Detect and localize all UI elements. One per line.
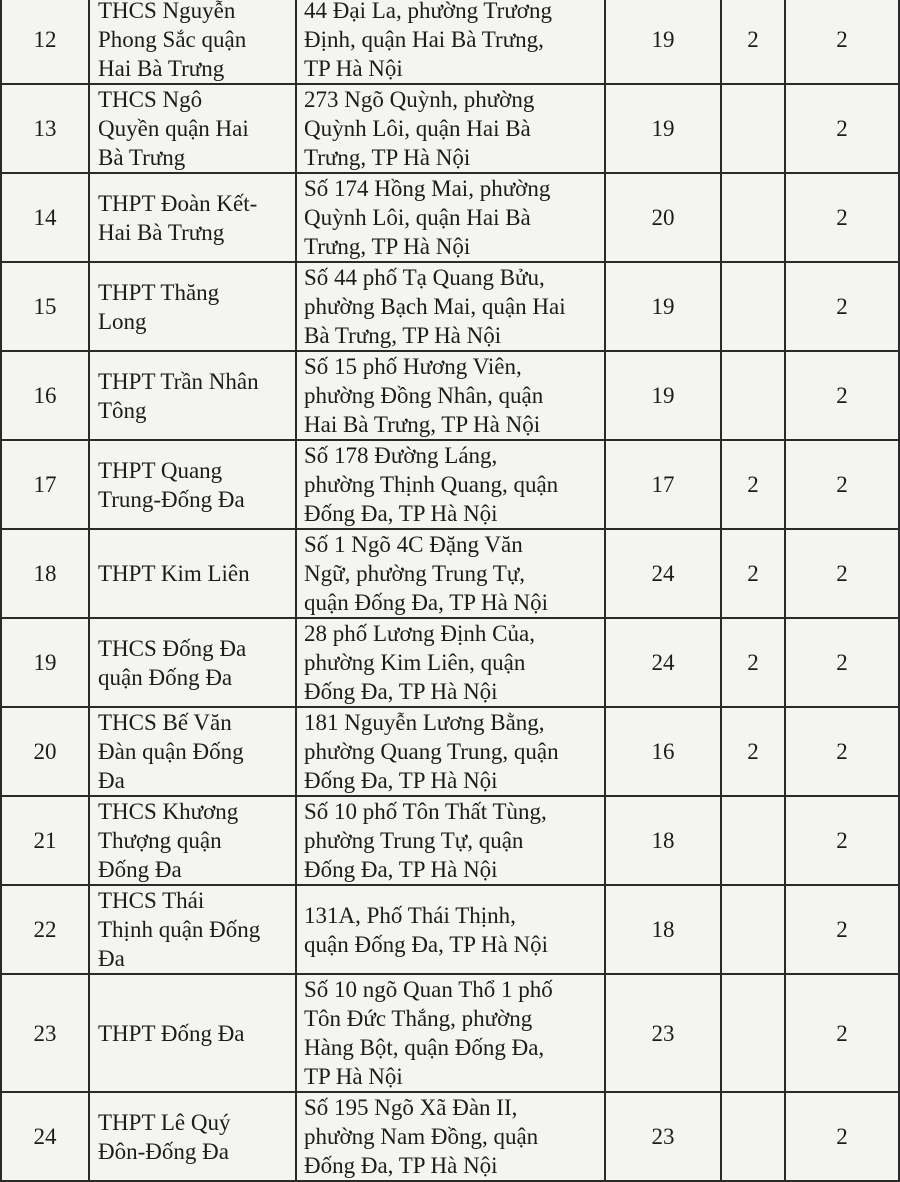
row-number: 21	[1, 796, 89, 885]
row-number: 19	[1, 618, 89, 707]
count-col-2: 2	[721, 0, 785, 84]
count-col-1: 20	[605, 173, 721, 262]
count-col-3: 2	[785, 707, 899, 796]
school-address: Số 44 phố Tạ Quang Bửu, phường Bạch Mai, quận Hai Bà Trưng, TP Hà Nội	[296, 262, 605, 351]
table-row	[1, 618, 899, 707]
count-col-1: 19	[605, 84, 721, 173]
row-number: 22	[1, 885, 89, 974]
table-row	[1, 351, 899, 440]
count-col-2: 2	[721, 618, 785, 707]
count-col-1: 19	[605, 351, 721, 440]
school-name: THPT Thăng Long	[89, 262, 296, 351]
school-name: THPT Trần Nhân Tông	[89, 351, 296, 440]
row-number: 16	[1, 351, 89, 440]
table-row	[1, 529, 899, 618]
school-address: Số 178 Đường Láng, phường Thịnh Quang, quận Đống Đa, TP Hà Nội	[296, 440, 605, 529]
count-col-3: 2	[785, 618, 899, 707]
school-address: Số 10 phố Tôn Thất Tùng, phường Trung Tự, quận Đống Đa, TP Hà Nội	[296, 796, 605, 885]
school-address: 131A, Phố Thái Thịnh, quận Đống Đa, TP Hà Nội	[296, 885, 605, 974]
row-number: 18	[1, 529, 89, 618]
table-row	[1, 173, 899, 262]
count-col-3: 2	[785, 84, 899, 173]
row-number: 24	[1, 1092, 89, 1181]
count-col-2	[721, 262, 785, 351]
school-name: THCS Ngô Quyền quận Hai Bà Trưng	[89, 84, 296, 173]
count-col-2	[721, 885, 785, 974]
school-address: Số 195 Ngõ Xã Đàn II, phường Nam Đồng, quận Đống Đa, TP Hà Nội	[296, 1092, 605, 1181]
school-address: 44 Đại La, phường Trương Định, quận Hai Bà Trưng, TP Hà Nội	[296, 0, 605, 84]
table-row	[1, 796, 899, 885]
row-number: 13	[1, 84, 89, 173]
count-col-2	[721, 796, 785, 885]
count-col-3: 2	[785, 974, 899, 1092]
school-address: 28 phố Lương Định Của, phường Kim Liên, quận Đống Đa, TP Hà Nội	[296, 618, 605, 707]
count-col-3: 2	[785, 885, 899, 974]
count-col-3: 2	[785, 351, 899, 440]
row-number: 12	[1, 0, 89, 84]
count-col-3: 2	[785, 440, 899, 529]
table-row	[1, 440, 899, 529]
count-col-1: 19	[605, 262, 721, 351]
row-number: 17	[1, 440, 89, 529]
school-name: THCS Bế Văn Đàn quận Đống Đa	[89, 707, 296, 796]
count-col-3: 2	[785, 0, 899, 84]
school-address: Số 10 ngõ Quan Thổ 1 phố Tôn Đức Thắng, phường Hàng Bột, quận Đống Đa, TP Hà Nội	[296, 974, 605, 1092]
school-address: Số 174 Hồng Mai, phường Quỳnh Lôi, quận Hai Bà Trưng, TP Hà Nội	[296, 173, 605, 262]
count-col-2	[721, 351, 785, 440]
count-col-1: 24	[605, 529, 721, 618]
count-col-3: 2	[785, 173, 899, 262]
count-col-2	[721, 974, 785, 1092]
count-col-1: 18	[605, 885, 721, 974]
school-name: THCS Đống Đa quận Đống Đa	[89, 618, 296, 707]
school-name: THCS Thái Thịnh quận Đống Đa	[89, 885, 296, 974]
row-number: 15	[1, 262, 89, 351]
school-address: 181 Nguyễn Lương Bằng, phường Quang Trung, quận Đống Đa, TP Hà Nội	[296, 707, 605, 796]
table-row	[1, 0, 899, 84]
count-col-1: 16	[605, 707, 721, 796]
school-name: THPT Quang Trung-Đống Đa	[89, 440, 296, 529]
table-row	[1, 707, 899, 796]
count-col-1: 23	[605, 1092, 721, 1181]
row-number: 14	[1, 173, 89, 262]
table-row	[1, 885, 899, 974]
count-col-2: 2	[721, 529, 785, 618]
school-name: THPT Đống Đa	[89, 974, 296, 1092]
count-col-3: 2	[785, 796, 899, 885]
count-col-3: 2	[785, 1092, 899, 1181]
school-address: Số 15 phố Hương Viên, phường Đồng Nhân, quận Hai Bà Trưng, TP Hà Nội	[296, 351, 605, 440]
table-row	[1, 262, 899, 351]
table-row	[1, 1092, 899, 1181]
school-name: THPT Đoàn Kết- Hai Bà Trưng	[89, 173, 296, 262]
count-col-2	[721, 1092, 785, 1181]
school-name: THPT Lê Quý Đôn-Đống Đa	[89, 1092, 296, 1181]
count-col-1: 24	[605, 618, 721, 707]
table-row	[1, 974, 899, 1092]
count-col-2: 2	[721, 707, 785, 796]
table-row	[1, 84, 899, 173]
count-col-2	[721, 173, 785, 262]
count-col-1: 23	[605, 974, 721, 1092]
count-col-1: 18	[605, 796, 721, 885]
school-address: 273 Ngõ Quỳnh, phường Quỳnh Lôi, quận Hai Bà Trưng, TP Hà Nội	[296, 84, 605, 173]
school-name: THCS Nguyễn Phong Sắc quận Hai Bà Trưng	[89, 0, 296, 84]
row-number: 23	[1, 974, 89, 1092]
count-col-3: 2	[785, 262, 899, 351]
school-name: THCS Khương Thượng quận Đống Đa	[89, 796, 296, 885]
count-col-1: 19	[605, 0, 721, 84]
count-col-1: 17	[605, 440, 721, 529]
row-number: 20	[1, 707, 89, 796]
count-col-2: 2	[721, 440, 785, 529]
count-col-2	[721, 84, 785, 173]
school-address: Số 1 Ngõ 4C Đặng Văn Ngữ, phường Trung Tự, quận Đống Đa, TP Hà Nội	[296, 529, 605, 618]
count-col-3: 2	[785, 529, 899, 618]
school-name: THPT Kim Liên	[89, 529, 296, 618]
